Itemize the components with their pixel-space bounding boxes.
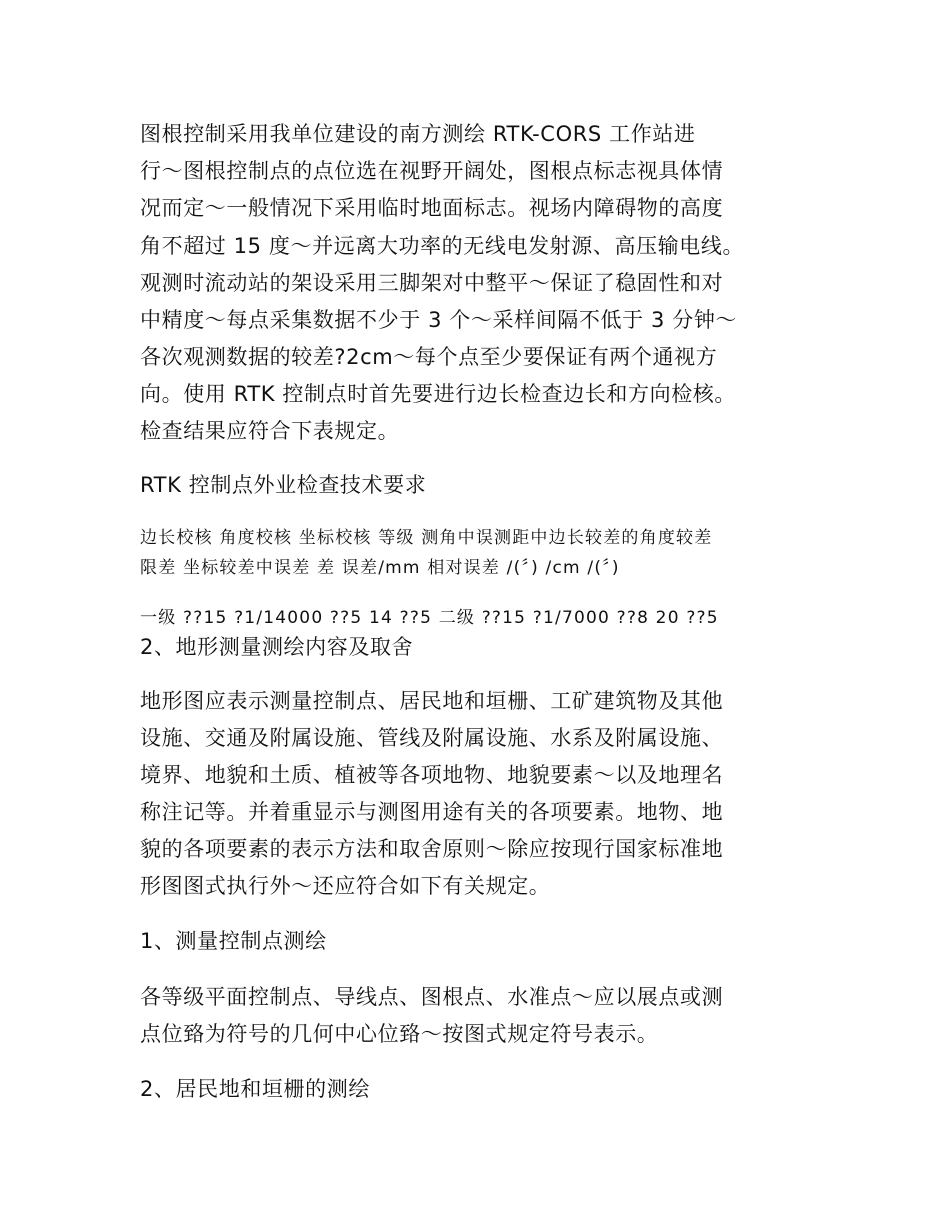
- paragraph-line: 貌的各项要素的表示方法和取舍原则～除应按现行国家标准地: [140, 837, 724, 861]
- paragraph-line: 各次观测数据的较差?2cm～每个点至少要保证有两个通视方: [140, 345, 718, 369]
- paragraph-line: 图根控制采用我单位建设的南方测绘 RTK-CORS 工作站进: [140, 122, 696, 146]
- paragraph-line: 各等级平面控制点、导线点、图根点、水准点～应以展点或测: [140, 985, 724, 1009]
- paragraph-line: 中精度～每点采集数据不少于 3 个～采样间隔不低于 3 分钟～: [140, 308, 738, 332]
- paragraph-line: 点位臵为符号的几何中心位臵～按图式规定符号表示。: [140, 1022, 659, 1046]
- paragraph-line: 行～图根控制点的点位选在视野开阔处，图根点标志视具体情: [140, 159, 724, 183]
- paragraph-line: 角不超过 15 度～并远离大功率的无线电发射源、高压输电线。: [140, 234, 745, 258]
- subsection-heading: 1、测量控制点测绘: [140, 929, 327, 953]
- paragraph-line: 称注记等。并着重显示与测图用途有关的各项要素。地物、地: [140, 800, 724, 824]
- paragraph-line: 向。使用 RTK 控制点时首先要进行边长检查边长和方向检核。: [140, 382, 737, 406]
- paragraph-line: 检查结果应符合下表规定。: [140, 419, 400, 443]
- table-header-line: 边长校核 角度校核 坐标校核 等级 测角中误测距中边长较差的角度较差: [140, 528, 713, 548]
- table-header-line: 限差 坐标较差中误差 差 误差/mm 相对误差 /(〞) /cm /(〞): [140, 558, 620, 578]
- subsection-heading: 2、居民地和垣栅的测绘: [140, 1077, 370, 1101]
- paragraph-line: 观测时流动站的架设采用三脚架对中整平～保证了稳固性和对: [140, 271, 724, 295]
- table-title: RTK 控制点外业检查技术要求: [140, 473, 427, 497]
- paragraph-line: 境界、地貌和土质、植被等各项地物、地貌要素～以及地理名: [140, 763, 724, 787]
- paragraph-line: 设施、交通及附属设施、管线及附属设施、水系及附属设施、: [140, 726, 724, 750]
- paragraph-line: 形图图式执行外～还应符合如下有关规定。: [140, 874, 551, 898]
- paragraph-line: 地形图应表示测量控制点、居民地和垣栅、工矿建筑物及其他: [140, 689, 724, 713]
- section-heading: 2、地形测量测绘内容及取舍: [140, 635, 414, 659]
- paragraph-line: 况而定～一般情况下采用临时地面标志。视场内障碍物的高度: [140, 196, 724, 220]
- table-row: 一级 ??15 ?1/14000 ??5 14 ??5 二级 ??15 ?1/7000 ??8 20 ??5: [140, 608, 719, 628]
